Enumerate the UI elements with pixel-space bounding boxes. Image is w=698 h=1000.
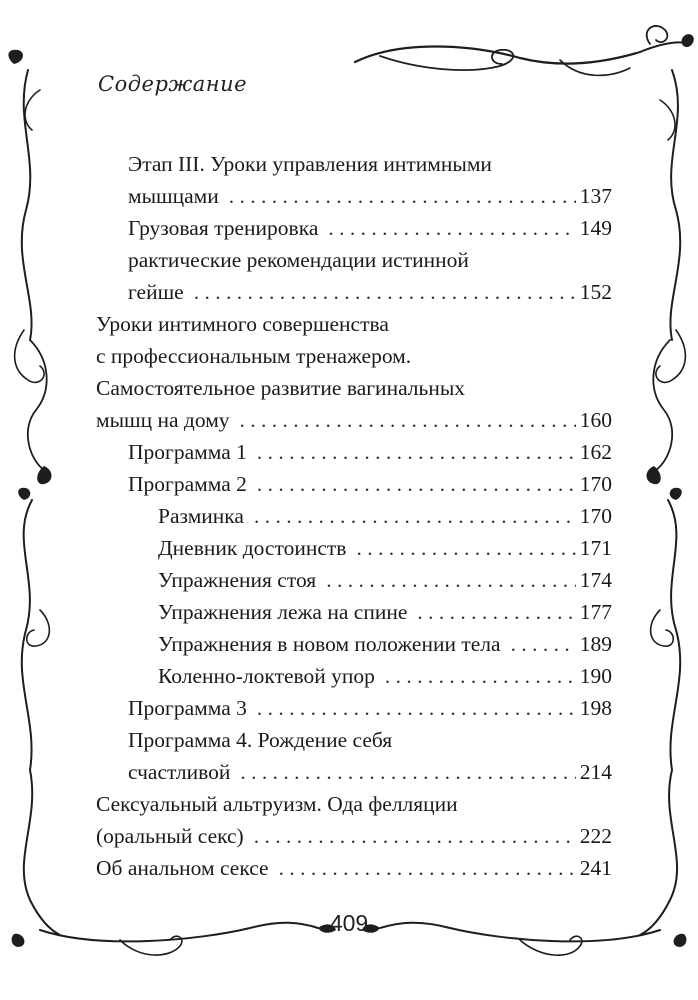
dot-leader (240, 406, 576, 434)
page-number: 409 (329, 910, 369, 936)
toc-entry (96, 406, 612, 434)
toc-entry (96, 310, 389, 338)
toc-entry-title: Коленно-локтевой упор (158, 664, 375, 688)
toc-entry-title: с профессиональным тренажером. (96, 344, 412, 368)
toc-entry-title: Программа 1 (128, 440, 247, 464)
toc-entry-title: Дневник достоинств (158, 536, 347, 560)
toc-entry-title: Программа 3 (128, 696, 247, 720)
section-heading: Содержание (98, 72, 248, 96)
toc-entry-title: Упражнения стоя (158, 568, 317, 592)
dot-leader (326, 566, 576, 594)
toc-entry-title: Уроки интимного совершенства (96, 312, 389, 336)
toc-page-number: 241 (579, 856, 612, 880)
toc-page-number: 222 (579, 824, 612, 848)
dot-leader (511, 630, 576, 658)
toc-page-number: 214 (579, 760, 612, 784)
toc-entry-title: (оральный секс) (96, 824, 244, 848)
dot-leader (257, 438, 576, 466)
toc-entry-title: Программа 2 (128, 472, 247, 496)
dot-leader (279, 854, 576, 882)
toc-entry-title: Этап III. Уроки управления интимными (128, 152, 492, 176)
dot-leader (240, 758, 575, 786)
toc-page-number: 170 (579, 504, 612, 528)
toc-entry (158, 502, 612, 530)
toc-entry (128, 470, 612, 498)
toc-entry (128, 438, 612, 466)
toc-page-number: 162 (579, 440, 612, 464)
dot-leader (254, 502, 576, 530)
toc-entry-title: Грузовая тренировка (128, 216, 319, 240)
toc-entry (158, 566, 612, 594)
toc-entry (96, 374, 465, 402)
toc-entry-title: Самостоятельное развитие вагинальных (96, 376, 466, 400)
dot-leader (229, 182, 576, 210)
toc-entry-title: Разминка (158, 504, 244, 528)
toc-page-number: 189 (579, 632, 612, 656)
toc-entry (96, 822, 612, 850)
dot-leader (385, 662, 576, 690)
toc-entry-title: рактические рекомендации истинной (128, 248, 469, 272)
toc-page-number: 177 (579, 600, 612, 624)
toc-entry (128, 214, 612, 242)
toc-page-number: 198 (579, 696, 612, 720)
dot-leader (257, 694, 576, 722)
toc-entry (128, 694, 612, 722)
toc-page-number: 170 (579, 472, 612, 496)
toc-entry (96, 342, 411, 370)
dot-leader (417, 598, 575, 626)
toc-entry-title: Сексуальный альтруизм. Ода фелляции (96, 792, 458, 816)
toc-page-number: 171 (579, 536, 612, 560)
toc-entry (128, 278, 612, 306)
toc-entry-title: мышц на дому (96, 408, 230, 432)
dot-leader (356, 534, 575, 562)
toc-entry (158, 630, 612, 658)
toc-entry-title: Упражнения в новом положении тела (158, 632, 501, 656)
toc-entry-title: Упражнения лежа на спине (158, 600, 408, 624)
toc-page-number: 152 (579, 280, 612, 304)
toc-page-number: 160 (579, 408, 612, 432)
toc-entry (128, 726, 392, 754)
toc-entry (128, 246, 469, 274)
dot-leader (254, 822, 576, 850)
toc-page-number: 174 (579, 568, 612, 592)
toc-entry (96, 790, 458, 818)
toc-entry (128, 182, 612, 210)
toc-entry-title: мышцами (128, 184, 219, 208)
toc-page-number: 190 (579, 664, 612, 688)
toc-entry (128, 758, 612, 786)
toc-entry-title: Программа 4. Рождение себя (128, 728, 393, 752)
toc-entry (158, 662, 612, 690)
toc-page-number: 149 (579, 216, 612, 240)
toc-page-number: 137 (579, 184, 612, 208)
toc-entry (96, 854, 612, 882)
toc-entry-title: счастливой (128, 760, 231, 784)
toc-entry-title: Об анальном сексе (96, 856, 269, 880)
toc-entry (158, 534, 612, 562)
dot-leader (194, 278, 576, 306)
dot-leader (328, 214, 575, 242)
toc-entry (158, 598, 612, 626)
toc-entry-title: гейше (128, 280, 184, 304)
toc-entry (128, 150, 492, 178)
dot-leader (257, 470, 576, 498)
